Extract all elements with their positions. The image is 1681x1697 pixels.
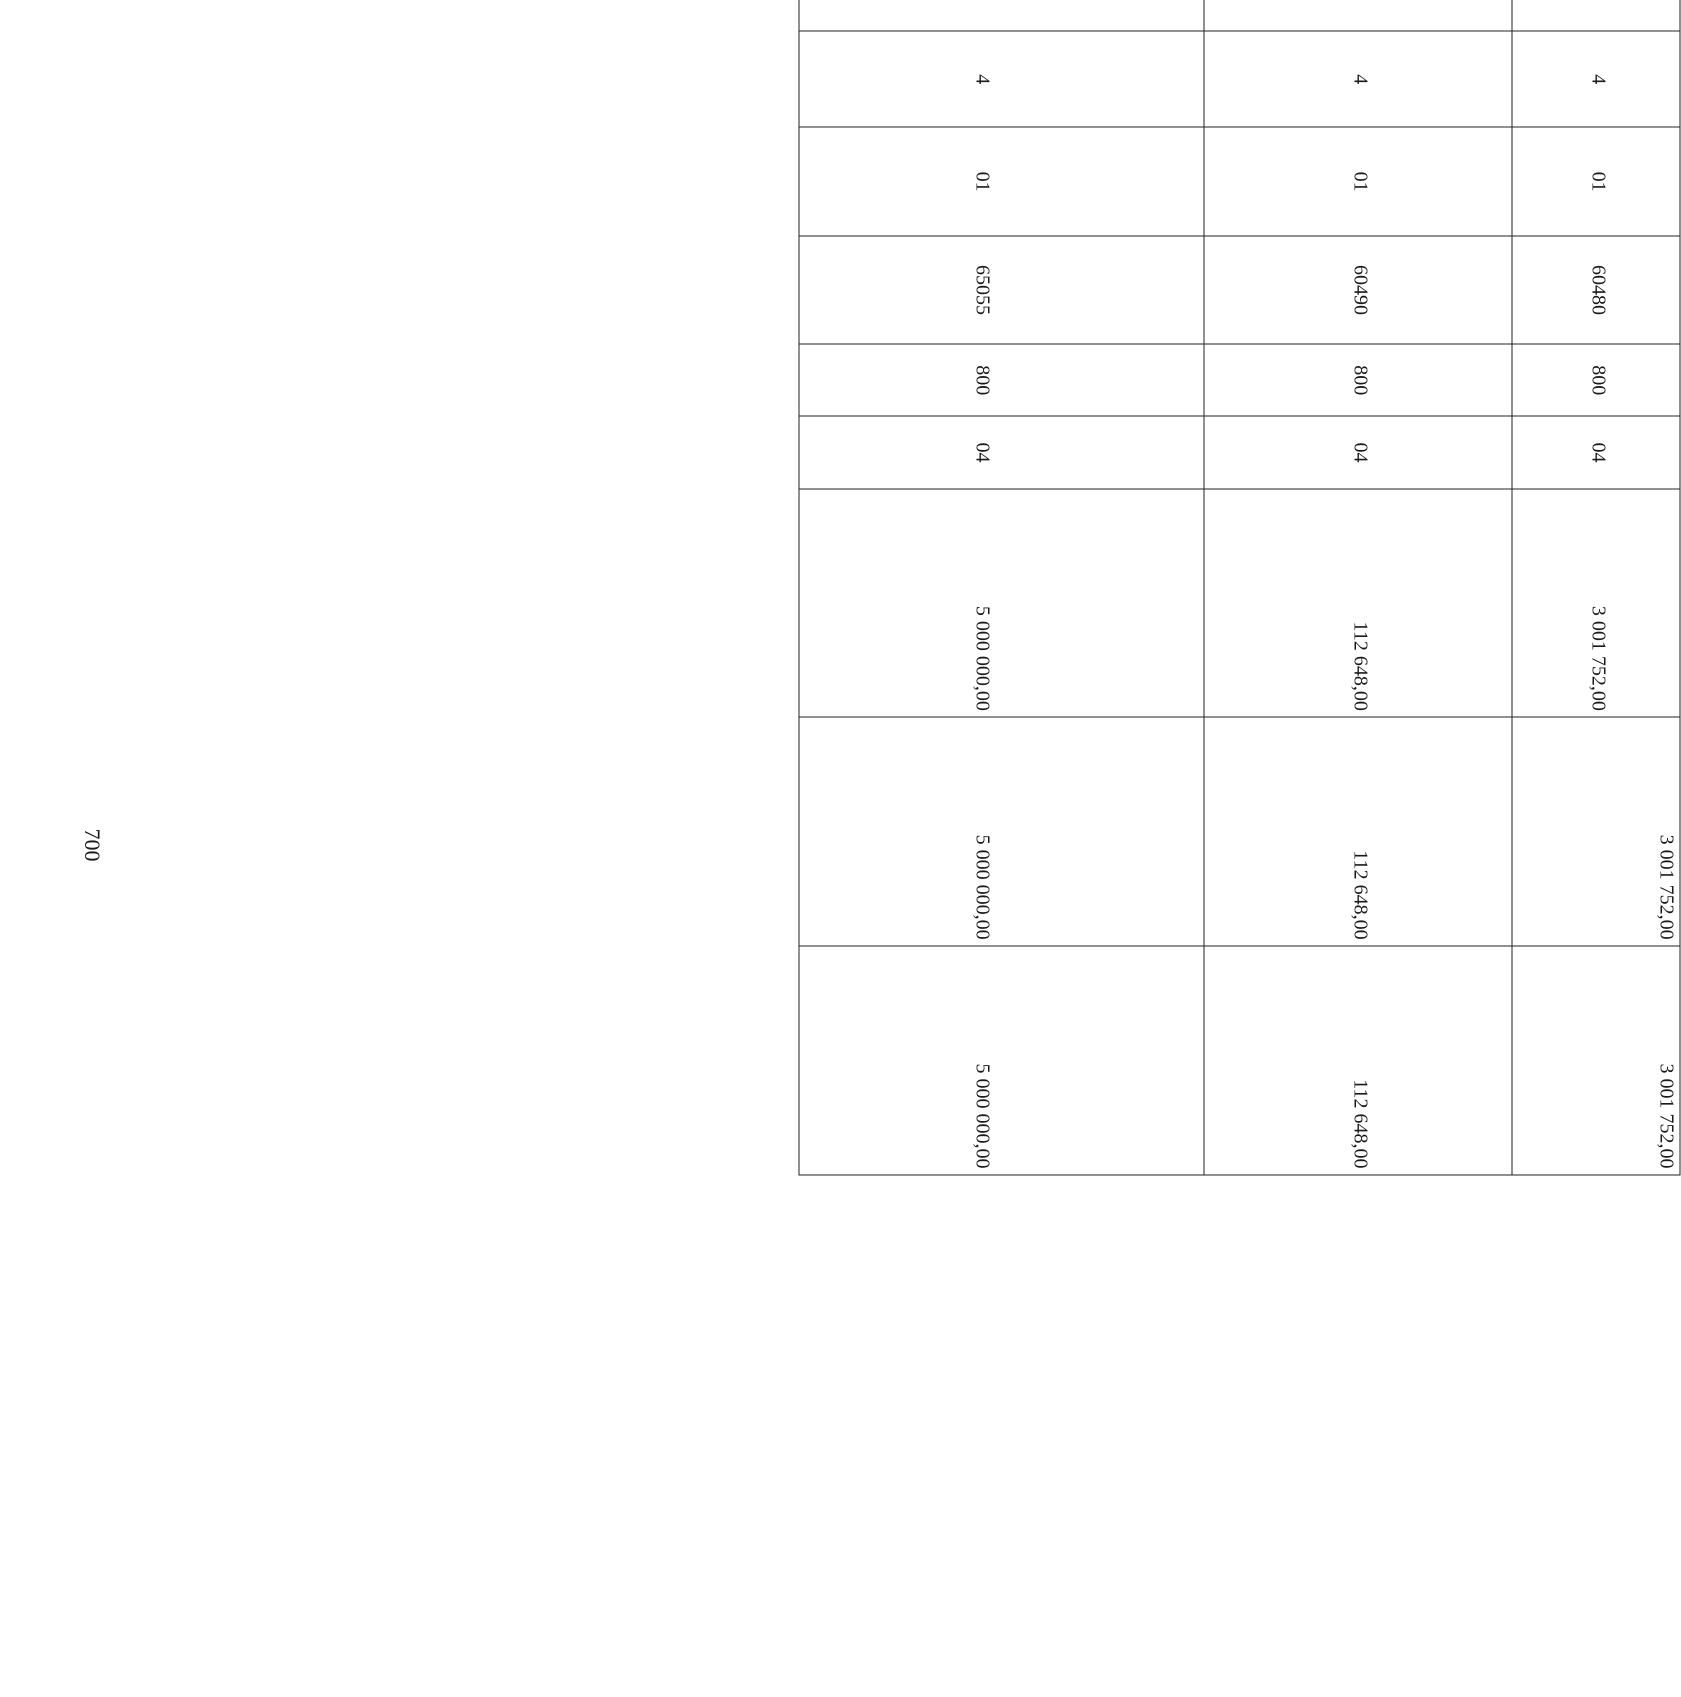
cell-amount2: 5 000 000,00 (799, 717, 1204, 946)
cell-col5: 800 (1204, 344, 1513, 416)
cell-amount2: 3 001 752,00 (1513, 717, 1681, 946)
cell-col4: 65055 (799, 236, 1204, 344)
cell-amount1: 112 648,00 (1204, 489, 1513, 718)
cell-col5: 800 (1513, 344, 1681, 416)
page-number: 700 (80, 828, 105, 862)
cell-col6: 04 (1513, 416, 1681, 488)
table-row (1513, 0, 1681, 1175)
cell-amount3: 112 648,00 (1204, 946, 1513, 1175)
table-row (799, 0, 1204, 1175)
cell-amount2: 112 648,00 (1204, 717, 1513, 946)
cell-amount1: 3 001 752,00 (1513, 489, 1681, 718)
cell-col3: 01 (1513, 127, 1681, 235)
cell-col6: 04 (1204, 416, 1513, 488)
cell-col4: 60480 (1513, 236, 1681, 344)
cell-col5: 800 (799, 344, 1204, 416)
cell-col2: 4 (799, 31, 1204, 127)
budget-table-container (971, 0, 1681, 1176)
cell-amount3: 3 001 752,00 (1513, 946, 1681, 1175)
cell-col2: 4 (1513, 31, 1681, 127)
cell-col4: 60490 (1204, 236, 1513, 344)
cell-amount1: 5 000 000,00 (799, 489, 1204, 718)
cell-col1 (1204, 0, 1513, 31)
cell-col1 (799, 0, 1204, 31)
cell-col2: 4 (1204, 31, 1513, 127)
cell-col1 (1513, 0, 1681, 31)
cell-col3: 01 (799, 127, 1204, 235)
cell-amount3: 5 000 000,00 (799, 946, 1204, 1175)
cell-col3: 01 (1204, 127, 1513, 235)
cell-col6: 04 (799, 416, 1204, 488)
table-row (1204, 0, 1513, 1175)
budget-table (799, 0, 1681, 1176)
